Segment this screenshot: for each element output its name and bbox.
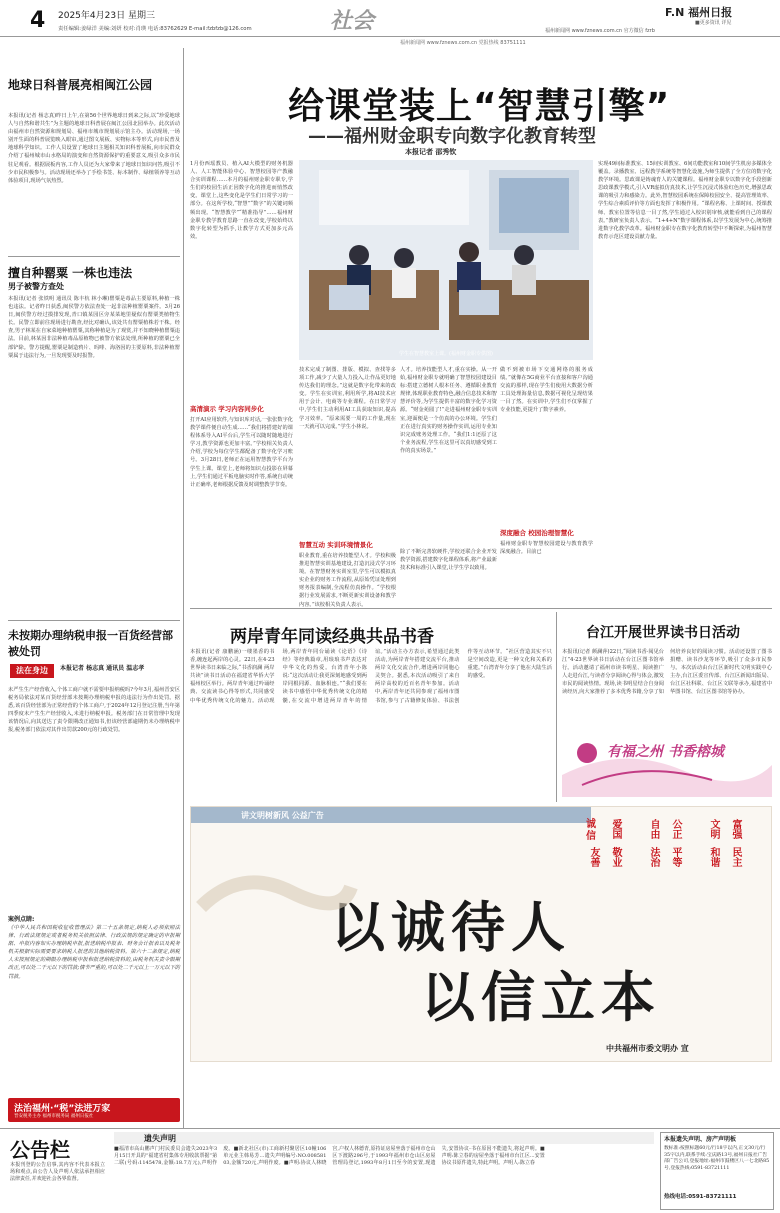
law-tag: 法在身边: [10, 664, 54, 678]
value-text: 诚信: [586, 819, 596, 842]
notices-title: 公告栏: [10, 1138, 70, 1162]
notices-body: ■福清市高山鹏声门村民委员会遗失2023年3月15日开具的“福建省村集体专用收款票据”第二联(号码:1145478,金额:18.7万元),声明作废。■新北社区(市)工商新村聚居区10幢106单元业主韩易芳…遗失声明编号:NO.00858103,金额720元,声明作废。■声明:协议人林晓宫,户权人林德青,原持证房屋坐落于福州市仓山区下渡路296号,于1993年福州市仓山区房屋管理局登记,1993年8月1日至今的安置,现遗失,安置协议-书在原因不能遗失,将起声明。■声明:陈立春的房屋坐落于福州市台江区...安置协议书原件遗失,特此声明。声明人:陈立春: [114, 1146, 545, 1167]
header-subbar: 福州新闻网 www.fznews.com.cn 党报热线 83751111: [400, 40, 526, 46]
value-text-9: 文明: [708, 819, 719, 839]
taijiang-body: 本报讯(记者 颜澜萍)22日,“阅读书香·阅见台江”4·23世界读书日活动在台江区图书馆举行。活动邀请了福州市读书明星、阅读推广人走进台江,与读者分享阅读心得与体会,激发市民的阅读热情。现场,读书明星结合自身阅读经历,向大家推荐了多本优秀书籍,分享了如何培养良好的阅读习惯。活动还设置了图书捐赠、读书沙龙等环节,吸引了众多市民参与。本次活动由台江区新时代文明实践中心主办,台江区委宣传部、台江区新闻出版局、台江区社科联、台江区文联等承办,福建省中华图书馆、台江区图书馆等协办。: [562, 649, 772, 696]
story2-body: 本报讯(记者 张铁明 通讯员 陈丰杭 林小琳)罂粟是毒品主要原料,种植一株也违法。记者昨日获悉,闽侯警方依法查处一起非法种植罂粟案件。3月26日,闽侯警方经过摸排发现,青口镇某园区旁某菜地里疑似有罂粟类植物生长。民警立即前往现场进行勘查,经比对确认,该处共有罂粟植株若干株。经查,男子林某在自家菜地种植罂粟,其称种植是为了观赏,并不知晓种植罂粟违法。目前,林某因非法种植毒品原植物已被警方依法处理,所种植的罂粟已全部铲除。警方提醒,罂粟是制造鸦片、吗啡、海洛因的主要原料,非法种植罂粟属于违法行为,一旦发现要及时报警。: [8, 296, 180, 359]
reading-taijiang-divider: [556, 612, 557, 802]
classroom-photo-illustration: [299, 160, 593, 360]
notices-top-divider: [0, 1128, 780, 1129]
reading-story-body: 本报讯(记者 康鹏涵)一缕墨香的书香,缠连起两岸的心灵。22日,在4·23世界读书日来临之际,“书香润澜 两岸共读”读书日活动在福建省华侨大学福州校区举行。两岸青年通过吟诵经典、交流读书心得等形式,共同感受中华优秀传统文化的魅力。活动现场,两岸青年同台诵读《论语》《诗经》等经典篇章,用琅琅书声表达对中华文化的热爱。台湾青年小陈说:“这次活动让我更深刻地感受到两岸同根同源、血脉相连。”“我们要在读书中感悟中华优秀传统文化的精髓,在交流中增进两岸青年的情谊。”活动主办方表示,希望通过此类活动,为两岸青年搭建交流平台,推动两岸文化交流合作,增进两岸同胞心灵契合。据悉,本次活动吸引了来自两岸高校的近百名青年参加。活动中,两岸青年还共同参观了福州市图书馆,参与了古籍修复体验、书法创作等互动环节。“社区营造其实不只是空间改造,更是一种文化和关系的重建。”台湾青年分享了他在大陆生活的感受。: [190, 649, 552, 704]
value-text-8: 平等: [670, 847, 681, 867]
psa-panel: [190, 806, 772, 1062]
story3-body: 未严生生产经营收入,个体工商户就不需要申报纳税吗?今年3月,福州晋安区税务局依法对某百货经营部未按期办理纳税申报的违法行为作出处罚。据悉,该百货经营部为正常经营的个体工商户,于2024年12月登记注册,当年第四季度未产生生产经营收入,未进行纳税申报。税务部门在日常管理中发现该情况后,向其送达了责令限期改正通知书,但该经营部逾期仍未办理纳税申报,税务部门依法对其作出罚款200元的行政处罚。: [8, 687, 180, 734]
notices-subtitle: 遗失声明: [144, 1134, 176, 1143]
page-header: [0, 0, 780, 36]
left-divider-2: [8, 620, 180, 621]
value-text-12: 民主: [730, 847, 741, 867]
logo-subline-1: ■更多资讯 详见: [695, 20, 732, 26]
feature-col2-sub: 智慧互动 实训环境情景化: [299, 541, 373, 549]
value-text-6: 公正: [670, 819, 681, 839]
page-number: 4: [30, 8, 46, 33]
feature-col4-body: 做不到被市场下交通网络的服务成绩。”就像在5G商业平台直接和客户沟通交流的那样,现在学生们使用大数据分析工具处理海量信息,数据可视化呈现结果一目了然。在实训中,学生们不仅掌握了专业技能,更提升了数字素养。: [500, 367, 593, 414]
value-text-11: 和谐: [708, 847, 719, 867]
left-column-divider: [183, 48, 184, 1128]
tax-banner: [8, 1098, 180, 1122]
story2-subheadline: 男子被警方查处: [8, 282, 64, 291]
psa-slogan-1: 以诚待人: [331, 895, 571, 959]
story1-body: 本报讯(记者 杨志真)昨日上午,在第56个世界地球日到来之际,以“珍爱地球 人与自然和谐共生”为主题的地球日科普展在闽江公园北园举办。此次活动由福州市自然资源和规划局、福州市城市规划展示馆主办。活动现场,一场别开生面的科普展览映入眼帘,通过图文展板、实物标本等形式,向市民普及地球科学知识。工作人员设置了地球日主题相关知识科普展板,向市民群众介绍了福州城市山水格局的演变和自然资源保护的重要意义,吸引众多市民驻足观看。根据展板内容,工作人员还为大家带来了地球日知识问答,吸引不少市民积极参与。活动现场还举办了手绘书签、标本制作、绿植领养等互动体验项目,现场气氛热烈。: [8, 113, 180, 184]
issue-date: 2025年4月23日 星期三: [58, 11, 155, 21]
value-text-2: 爱国: [610, 819, 621, 839]
logo-subline-2: 福州新闻网 www.fznews.com.cn 官方微信 fzrb: [545, 28, 655, 34]
value-text-4: 敬业: [610, 847, 621, 867]
psa-header-bar: [191, 807, 591, 823]
value-text-7: 法治: [648, 847, 659, 867]
classified-ad-hotline: 热线电话:0591-83721111: [664, 1194, 737, 1200]
story3-byline: 本报记者 杨志真 通讯员 温志孝: [60, 665, 145, 672]
feature-col1-body: 1月份西瑶教员、植入AI大模型的财务机器人、人工智能体验中心、智慧校园等产教融合实训课程……本月的福州财金职专职专,学生们的校园生活正因数字化的推进而悄然改变。课堂上,这些变化是学生们日常学习的一部分。在这所学校,“智慧”“数字”的关键词频频出现。“智慧教学”“精准指导”……福州财金职专教学教育思路一直在改变,学校始终以数字化转型为抓手,让教学方式更加多元高效。: [190, 161, 293, 240]
feature-bottom-divider: [190, 608, 772, 609]
notices-intro: 本报刊登的公告启事,其内容不代表本报立场和观点,由公告人及声明人依法承担相应法律责任,并欢迎社会各界监督。: [10, 1162, 105, 1182]
classified-ad-title: 本报遗失声明、房产声明板: [664, 1136, 737, 1143]
notices-subtitle-bar: [114, 1132, 654, 1144]
feature-headline: 给课堂装上“智慧引擎”: [288, 86, 671, 127]
classified-ad-box: [660, 1132, 774, 1210]
feature-col1-sub: 高清演示 学习内容同步化: [190, 405, 264, 413]
classified-ad-body: 数标准:按照标题60元/行18字以内,正文30元/行35字以内,联系手续:宝庆路13号,福州日报社广告部广告公司,登报地址:福州市鼓楼区八一七北路85号,登报热线:0591-83721111: [664, 1146, 770, 1171]
book-banner-title: 有福之州 书香榕城: [607, 744, 724, 760]
feature-subheadline: ——福州财金职专向数字化教育转型: [308, 126, 596, 147]
editor-line: 责任编辑:姜绿洋 美编:刘妍 校对:肖瑛 电话:83762629 E-mail:fzbfzb@126.com: [58, 26, 252, 32]
feature-col4-body2: 福州财金职专智慧校园建设与教育教学深度融合。目前已: [500, 541, 593, 556]
story1-headline: 地球日科普展亮相闽江公园: [8, 78, 153, 92]
feature-byline: 本报记者 邵秀钦: [405, 148, 457, 156]
feature-photo: [299, 160, 593, 360]
case-label: 案例点睛:: [8, 916, 35, 923]
value-text-10: 富强: [730, 819, 741, 839]
feature-col5-body: 实现49间标准教室、15间实训教室、6间功能教室和10间学生机房多媒体全覆盖。录播教室、远程教学系统等智慧化设施,为师生提供了全方位的数字化教学环境。思政课是铸魂育人的关键课程。福州财金职专以数字化手段创新思政课教学模式,引入VR虚拟仿真技术,让学生沉浸式体验红色历史,增强思政课的吸引力和感染力。此外,智慧校园系统在保障校园安全、提高管理效率、学生综合素质评价等方面也发挥了积极作用。“课程名称、上课时间、授课教师、教室位置等信息一目了然,学生通过入校识别审核,就能看到自己的课程表。”教研室负责人表示。“1+4+N”数字课程体系,以学生发展为中心,统筹推进数字化教学改革。福州财金职专在数字化教育转型中不断探索,为福州智慧教育示范区建设贡献力量。: [598, 161, 772, 240]
feature-col3-body: 人才。培养技能型人才,重在实操。从一开始,福州财金职专就明确了智慧校园建设目标:搭建立德树人根本任务、遵循职业教育规律,体现职业教育特色,融合信息技术和智慧评价等,为学生提供丰富的数字化学习资源。“财金苑圆了!”走进福州财金职专实训室,迎面便是一个仿真的办公环境。学生们正在进行真实的财务操作实训,运用专业知识完成账务处理工作。“我们1:1还原了这个业务流程,学生在这里可以真切感受到工作的真实场景。”: [400, 367, 497, 454]
value-pair-1: [586, 819, 604, 843]
tax-banner-sub: 晋安税务主办 福州市税务局 福州日报社: [14, 1114, 94, 1119]
story3-headline: 未按期办理纳税申报一百货经营部被处罚: [8, 629, 173, 658]
story2-headline: 擅自种罂粟 一株也违法: [8, 266, 133, 280]
feature-col4-sub: 深度融合 校园治理智慧化: [500, 529, 574, 537]
psa-values: [586, 819, 766, 879]
value-text-3: 友善: [588, 847, 599, 867]
psa-credit: 中共福州市委文明办 宣: [606, 1044, 689, 1053]
book-banner: [562, 735, 772, 797]
newspaper-logo: F.N 福州日报: [665, 6, 733, 19]
feature-col1-body2: 打开AI应用软件,与知识库对话,一张张数字化教学课件便自动生成……“我们将搭建好的课程体系导入AI平台后,学生可以随时随地进行学习,教学资源也更加丰富。”学校相关负责人介绍,学校为每位学生都配备了数字化学习账号。3月28日,老师正在运用智慧教学平台为学生上课。课堂上,老师将知识点投影在屏幕上,学生们通过平板电脑实时作答,系统自动统计正确率,老师根据反馈及时调整教学节奏。: [190, 417, 293, 488]
photo-caption: 学生在智慧教室上课。(福州财金职专供图): [399, 351, 493, 357]
feature-col2-body: 技术完成了制图、排版、模拟、查找等多项工作,减少了大量人力投入,让作品更好地传达我们的理念。”这就是数字化带来的改变。学生在实训室,利用所学,将AI技术应用于会计、电商等专业课程。在日常学习中,学生们主动利用AI工具获取知识,提高学习效率。“原来需要一周的工作量,现在一天就可以完成。”学生小林说。: [299, 367, 396, 430]
ink-splash-decoration: [201, 847, 351, 937]
section-label: 社会: [330, 9, 375, 34]
feature-col2-body2: 职业教育,重在培养技能型人才。学校积极推进智慧实训基地建设,打造沉浸式学习环境。在智慧财务实训室里,学生可以模拟真实企业的财务工作流程,从原始凭证处理到财务报表编制,全流程仿真操作。“学校根据行业发展需求,不断更新实训设备和教学内容。”该校相关负责人表示。: [299, 553, 396, 608]
psa-header: 讲文明树新风 公益广告: [241, 811, 324, 820]
psa-slogan-2: 以信立本: [421, 965, 661, 1029]
feature-col3-body2: 除了不断完善软硬件,学校还联合企业开发教学资源,搭建数字化课程体系,将产业最新技术和标准引入课堂,让学生学以致用。: [400, 549, 497, 572]
taijiang-headline: 台江开展世界读书日活动: [586, 625, 740, 641]
value-text-5: 自由: [648, 819, 659, 839]
tax-banner-title: 法治福州·“税”法进万家: [14, 1104, 111, 1114]
case-body: 《中华人民共和国税收征收管理法》第二十五条规定,纳税人必须依照法律、行政法规规定或者税务机关依照法律、行政法规的规定确定的申报期限、申报内容如实办理纳税申报,报送纳税申报表、财务会计报表以及税务机关根据实际需要要求纳税人报送的其他纳税资料。第六十二条规定,纳税人未按照规定的期限办理纳税申报和报送纳税资料的,由税务机关责令限期改正,可以处二千元以下的罚款;情节严重的,可以处二千元以上一万元以下的罚款。: [8, 925, 180, 980]
header-divider: [0, 36, 780, 37]
left-divider-1: [8, 256, 180, 257]
reading-story-headline: 两岸青年同读经典共品书香: [230, 627, 434, 647]
